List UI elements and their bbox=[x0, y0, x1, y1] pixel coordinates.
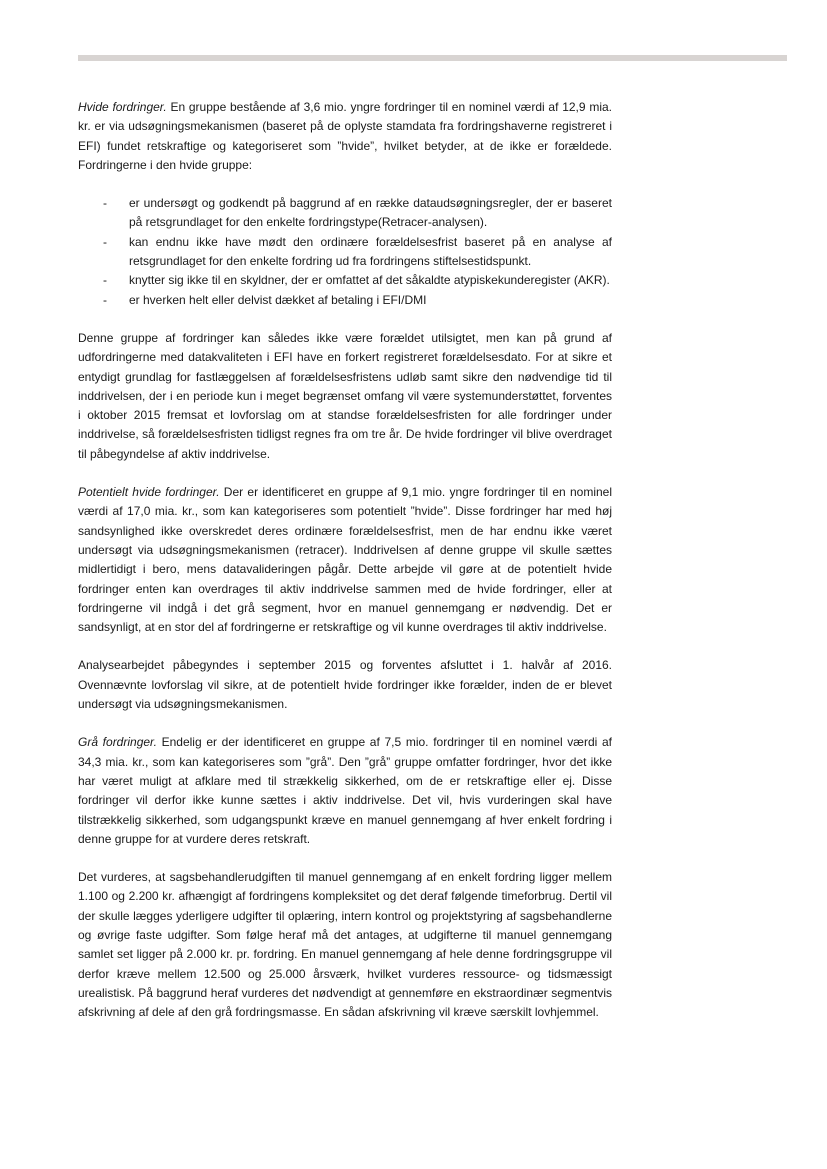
bullet-list bbox=[78, 194, 612, 310]
list-item-text: knytter sig ikke til en skyldner, der er omfattet af det såkaldte atypiskekunderegister (AKR). bbox=[129, 273, 610, 288]
paragraph-aeldre: Denne gruppe af fordringer kan således ikke være forældet utilsigtet, men kan på grund af udfordringerne med datakvaliteten i EFI have en forkert registreret forældelsesdato. For at sikre et entydigt grundlag for fastlæggelsen af forældelsesfristens udløb samt sikre den nødvendige tid til inddrivelsen, der i en periode kun i meget begrænset omfang vil være systemunderstøttet, forventes i oktober 2015 fremsat et lovforslag om at standse forældelsesfristen for alle fordringer under inddrivelse, så forældelsesfristen tidligst regnes fra om tre år. De hvide fordringer vil blive overdraget til påbegyndelse af aktiv inddrivelse. bbox=[78, 330, 612, 461]
lead-hvide-fordringer: Hvide fordringer. bbox=[78, 100, 167, 114]
paragraph-potentielt-hvide bbox=[78, 483, 612, 637]
dash-bullet: - bbox=[103, 292, 107, 307]
list-item-text: er hverken helt eller delvist dækket af betaling i EFI/DMI bbox=[129, 292, 427, 307]
paragraph-hvide-fordringer bbox=[78, 98, 612, 175]
dash-bullet: - bbox=[103, 234, 107, 249]
list-item-text: kan endnu ikke have mødt den ordinære forældelsesfrist baseret på en analyse af retsgrundlaget for den enkelte fordring ud fra fordringens stiftelsestidspunkt. bbox=[129, 234, 612, 269]
dash-bullet: - bbox=[103, 196, 107, 211]
list-item-text: er undersøgt og godkendt på baggrund af en række dataudsøgningsregler, der er baseret på retsgrundlaget for den enkelte fordringstype(Retracer-analysen). bbox=[129, 196, 612, 230]
header-bar bbox=[78, 55, 787, 61]
list-item bbox=[78, 194, 612, 233]
paragraph-graa-fordringer bbox=[78, 733, 612, 849]
lead-potentielt-hvide: Potentielt hvide fordringer. bbox=[78, 485, 220, 500]
paragraph-text: En gruppe bestående af 3,6 mio. yngre fordringer til en nominel værdi af 12,9 mia. kr. er via udsøgningsmekanismen (baseret på de oplyste stamdata fra fordringshaverne registreret i EFI) fundet retskraftige og kategoriseret som ”hvide”, hvilket betyder, at de ikke er forældede. Fordringerne i den hvide gruppe: bbox=[78, 100, 612, 172]
dash-bullet: - bbox=[103, 273, 107, 288]
list-item bbox=[78, 233, 612, 272]
paragraph-text: Endelig er der identificeret en gruppe af 7,5 mio. fordringer til en nominel værdi af 34,3 mia. kr., som kan kategoriseres som ”grå”. Den ”grå” gruppe omfatter fordringer, hvor det ikke har været muligt at afklare med til strækkelig sikkerhed, om de er retskraftige eller ej. Disse fordringer vil derfor ikke kunne sættes i aktiv inddrivelse. Det vil, hvis vurderingen skal have tilstrækkelig sikkerhed, som udgangspunkt kræve en manuel gennemgang af hver enkelt fordring i denne gruppe for at vurdere deres retskraft. bbox=[78, 735, 612, 846]
document-body bbox=[78, 98, 612, 1022]
list-item bbox=[78, 291, 612, 310]
paragraph-text: Der er identificeret en gruppe af 9,1 mio. yngre fordringer til en nominel værdi af 17,0 mia. kr., som kan kategoriseres som potentielt ”hvide”. Disse fordringer har med høj sandsynlighed ikke overskredet deres ordinære forældelsesfrist, men de har endnu ikke været undersøgt via udsøgningsmekanismen (retracer). Inddrivelsen af denne gruppe vil skulle sættes midlertidigt i bero, mens datavalideringen pågår. Dette arbejde vil gøre at de potentielt hvide fordringer enten kan overdrages til aktiv inddrivelse sammen med de hvide fordringer, eller at fordringerne vil indgå i det grå segment, hvor en manuel gennemgang er nødvendig. Det er sandsynligt, at en stor del af fordringerne er retskraftige og vil kunne overdrages til aktiv inddrivelse. bbox=[78, 485, 612, 635]
paragraph-udgifter: Det vurderes, at sagsbehandlerudgiften til manuel gennemgang af en enkelt fordring ligger mellem 1.100 og 2.200 kr. afhængigt af fordringens kompleksitet og det deraf følgende timeforbrug. Dertil vil der skulle lægges yderligere udgifter til oplæring, intern kontrol og projektstyring af sagsbehandlerne og øvrige faste udgifter. Som følge heraf må det antages, at udgifterne til manuel gennemgang samlet set ligger på 2.000 kr. pr. fordring. En manuel gennemgang af hele denne fordringsgruppe vil derfor kræve mellem 12.500 og 25.000 årsværk, hvilket vurderes ressource- og tidsmæssigt urealistisk. På baggrund heraf vurderes det nødvendigt at gennemføre en ekstraordinær segmentvis afskrivning af dele af den grå fordringsmasse. En sådan afskrivning vil kræve særskilt lovhjemmel. bbox=[78, 870, 612, 1020]
paragraph-analysearbejde: Analysearbejdet påbegyndes i september 2015 og forventes afsluttet i 1. halvår af 2016. Ovennævnte lovforslag vil sikre, at de potentielt hvide fordringer ikke forælder, inden de er blevet undersøgt via udsøgningsmekanismen. bbox=[78, 658, 612, 712]
lead-graa-fordringer: Grå fordringer. bbox=[78, 735, 157, 750]
list-item bbox=[78, 271, 612, 290]
